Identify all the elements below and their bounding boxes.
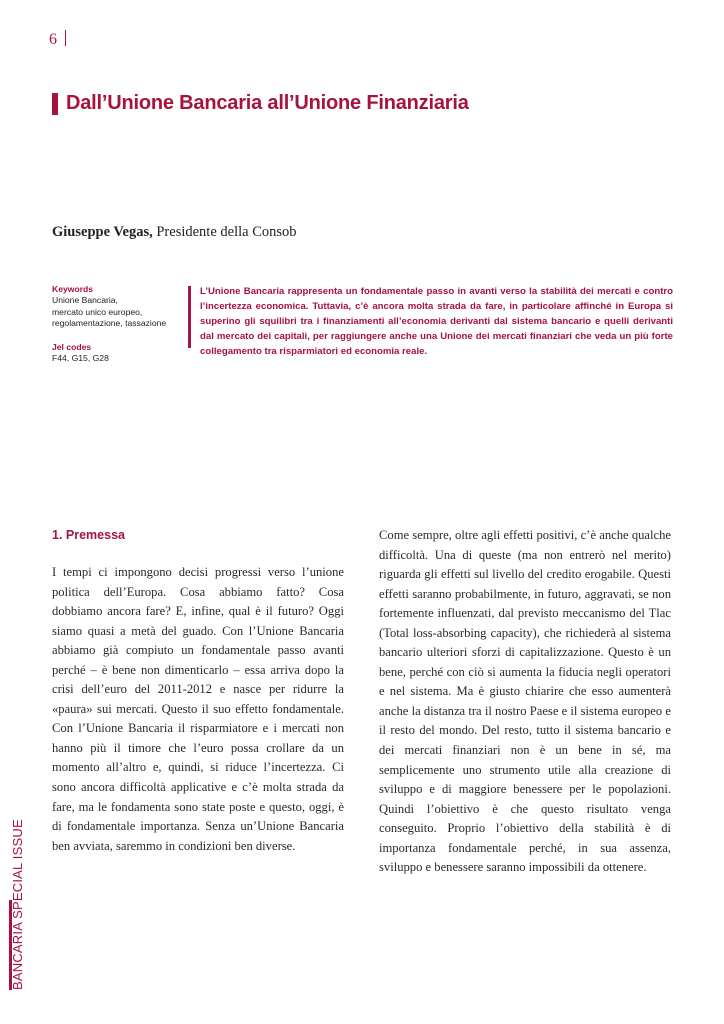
keyword-line: Unione Bancaria, — [52, 295, 118, 306]
jel-codes: F44, G15, G28 — [52, 353, 109, 364]
keywords-heading: Keywords — [52, 284, 94, 294]
page-number — [49, 30, 66, 49]
keywords-block — [52, 284, 182, 365]
body-left-column: I tempi ci impongono decisi progressi verso l’unione politica dell’Europa. Cosa abbiamo fatto? Cosa dobbiamo ancora fare? E, infine, qual è il futuro? Oggi siamo quasi a metà del guado. Con l’Unione Bancaria abbiamo già compiuto un fondamentale passo avanti perché – è bene non dimenticarlo – essa arriva dopo la crisi dell’euro del 2011-2012 e nasce per ridurre la «paura» sui mercati. Questo il suo effetto fondamentale. Con l’Unione Bancaria il risparmiatore e i mercati non hanno più il timore che l’euro possa crollare da un momento all’altro e, quindi, si riduce l’incertezza. Ci sono ancora difficoltà applicative e c’è molta strada da fare, ma le fondamenta sono state poste e questo, oggi, è di fondamentale importanza. Senza un’Unione Bancaria ben avviata, saremmo in condizioni ben diverse. — [52, 565, 344, 853]
keyword-line: mercato unico europeo, — [52, 306, 143, 317]
article-title-block — [52, 92, 469, 115]
abstract-marker — [188, 286, 191, 348]
side-label: BANCARIA SPECIAL ISSUE — [10, 819, 25, 990]
title-marker — [52, 93, 58, 115]
abstract-block — [188, 284, 673, 359]
article-title: Dall’Unione Bancaria all’Unione Finanziaria — [66, 92, 469, 114]
section-heading: 1. Premessa — [52, 528, 125, 542]
keyword-line: regolamentazione, tassazione — [52, 317, 167, 328]
body-right-column: Come sempre, oltre agli effetti positivi, c’è anche qualche difficoltà. Una di queste (ma non entrerò nel merito) riguarda gli effetti sul livello del credito erogabile. Questi effetti saranno probabilmente, in futuro, aggravati, se non fortemente influenzati, dal previsto meccanismo del Tlac (Total loss-absorbing capacity), che richiederà al sistema bancario ulteriori sforzi di capitalizzazione. Questo è un bene, perché con ciò si aumenta la fiducia negli operatori e nel sistema. Ma è giusto chiarire che esso aumenterà anche la distanza tra il nostro Paese e il sistema europeo e il resto del mondo. Del resto, tutto il sistema bancario e dei mercati finanziari non è un bene in sé, ma semplicemente uno strumento utile alla creazione di sviluppo e di maggiore benessere per le popolazioni. Quindi l’obiettivo è che questo risultato venga conseguito. Proprio l’obiettivo della stabilità è di importanza fondamentale perché, in sua assenza, sviluppo e benessere saranno impossibili da ottenere. — [379, 528, 671, 875]
author-role: Presidente della Consob — [152, 224, 297, 240]
jel-codes-heading: Jel codes — [52, 342, 92, 353]
page-number-value: 6 — [49, 31, 57, 48]
author-name: Giuseppe Vegas, — [52, 224, 153, 240]
abstract-text: L’Unione Bancaria rappresenta un fondamentale passo in avanti verso la stabilità dei mercati e contro l’incertezza economica. Tuttavia, c’è ancora molta strada da fare, in particolare affinché in Europa si superino gli squilibri tra i finanziamenti all’economia derivanti dal sistema bancario e quelli derivanti dal mercato dei capitali, per raggiungere anche una Unione dei mercati finanziari che veda un più forte collegamento tra risparmiatori ed economia reale. — [200, 286, 673, 358]
page-number-divider — [65, 30, 66, 46]
author-line — [52, 224, 297, 241]
